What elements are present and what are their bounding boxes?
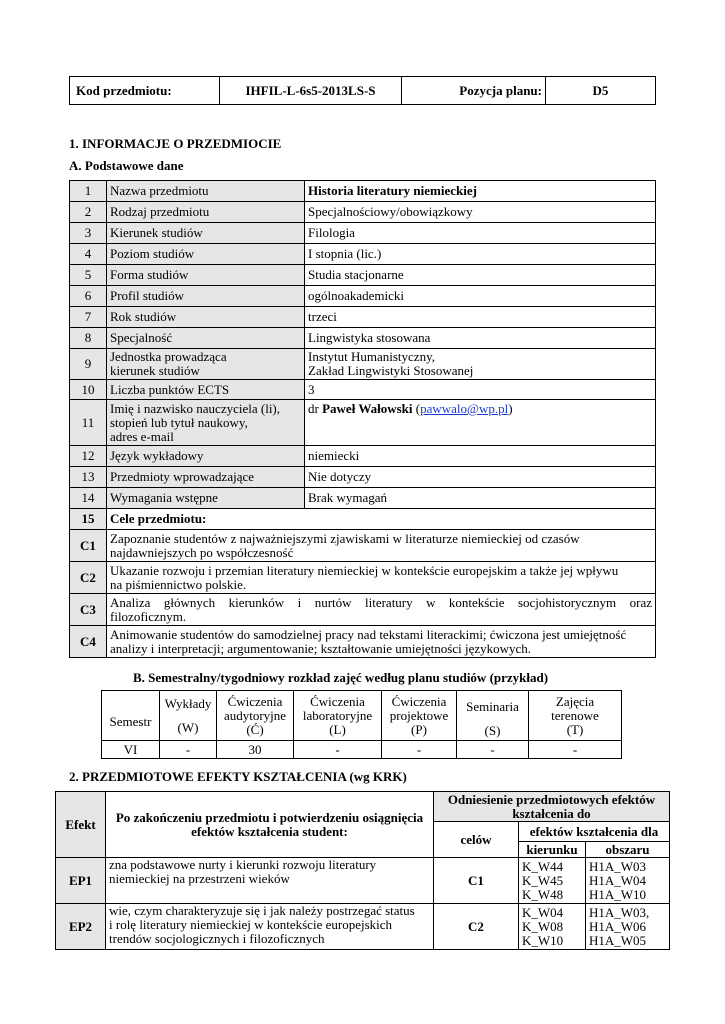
description-line: i rolę literatury niemieckiej w kontekście europejskich [109,917,393,932]
row-number: 8 [70,328,107,349]
code-line: K_W08 [522,918,564,934]
row-value: I stopnia (lic.) [305,244,656,265]
table-row [70,223,656,244]
value-line: Instytut Humanistyczny, [308,349,435,364]
row-number: 6 [70,286,107,307]
row-label: Rodzaj przedmiotu [107,202,305,223]
row-number: 5 [70,265,107,286]
goals-label: Cele przedmiotu: [107,509,656,530]
section1-subtitle: A. Podstawowe dane [69,158,184,173]
goal-code: C2 [70,562,107,594]
header-abbr: (W) [177,719,199,735]
goal-line: filozoficznym. [110,608,187,624]
goals-header-row [70,509,656,530]
header-text: projektowe [389,707,449,723]
header-line: Odniesienie przedmiotowych efektów [447,791,656,807]
header-efektow: efektów kształcenia dla [519,822,670,842]
header-abbr: (Ć) [246,721,264,737]
row-value: trzeci [305,307,656,328]
row-value [305,349,656,380]
description-line: zna podstawowe nurty i kierunki rozwoju literatury [109,857,377,872]
sectionB-title: B. Semestralny/tygodniowy rozkład zajęć według planu studiów (przykład) [133,670,549,685]
table-row [70,286,656,307]
code-line: H1A_W04 [589,872,647,888]
pozycja-value: D5 [546,77,656,105]
header-text: Seminaria [466,698,519,714]
goal-line: Zapoznanie studentów z najważniejszymi zjawiskami w literaturze niemieckiej od czasów [110,530,580,546]
header-text: Semestr [109,713,152,729]
header-text: Ćwiczenia [391,693,447,709]
outcome-description [106,858,434,904]
row-label: Język wykładowy [107,446,305,467]
table-row [70,328,656,349]
outcome-goal: C2 [434,904,519,950]
outcome-code: EP2 [56,904,106,950]
cell-terenowe: - [529,741,622,759]
goal-code: C4 [70,626,107,658]
row-number: 2 [70,202,107,223]
outcomes-header-row [56,792,670,822]
label-line: adres e-mail [110,428,174,444]
outcome-obszaru [586,858,670,904]
outcome-description [106,904,434,950]
row-value: ogólnoakademicki [305,286,656,307]
schedule-row [102,741,622,759]
header-odniesienie [434,792,670,822]
row-number: 14 [70,488,107,509]
kod-value: IHFIL-L-6s5-2013LS-S [220,77,402,105]
code-line: K_W44 [522,858,564,874]
section2-title: 2. PRZEDMIOTOWE EFEKTY KSZTAŁCENIA (wg KRK) [69,769,407,784]
goal-code: C1 [70,530,107,562]
row-value: niemiecki [305,446,656,467]
table-row [70,244,656,265]
table-row [70,307,656,328]
row-label: Specjalność [107,328,305,349]
header-abbr: (T) [566,721,584,737]
label-line: Jednostka prowadząca [110,349,227,364]
row-number: 7 [70,307,107,328]
code-line: H1A_W10 [589,886,647,902]
cell-semestr: VI [102,741,160,759]
cell-wyklady: - [160,741,217,759]
goal-row [70,594,656,626]
header-abbr: (L) [329,721,346,737]
header-text: terenowe [551,707,599,723]
row-number: 12 [70,446,107,467]
cell-seminaria: - [457,741,529,759]
table-row [70,400,656,446]
header-kierunku: kierunku [519,842,586,858]
description-line: trendów socjologicznych i filozoficznych [109,931,325,946]
pozycja-label: Pozycja planu: [402,77,546,105]
schedule-header-row [102,691,622,741]
row-number: 3 [70,223,107,244]
row-number: 13 [70,467,107,488]
cell-laboratoryjne: - [294,741,382,759]
outcome-row [56,858,670,904]
row-value: Brak wymagań [305,488,656,509]
row-label: Liczba punktów ECTS [107,380,305,400]
row-value: 3 [305,380,656,400]
code-line: H1A_W06 [589,918,647,934]
row-label: Profil studiów [107,286,305,307]
table-row [70,467,656,488]
goal-row [70,530,656,562]
outcome-kierunku [519,858,586,904]
row-number: 1 [70,181,107,202]
table-row [70,265,656,286]
table-row [70,446,656,467]
header-celow: celów [434,822,519,858]
row-number: 10 [70,380,107,400]
goal-line: na piśmiennictwo polskie. [110,576,247,592]
table-row [70,380,656,400]
table-row [70,349,656,380]
goal-code: C3 [70,594,107,626]
goal-line: Animowanie studentów do samodzielnej pracy nad tekstami literackimi; ćwiczona jest umiejętność [110,626,627,642]
code-line: K_W48 [522,886,564,902]
row-label: Rok studiów [107,307,305,328]
paren-open: ( [415,401,421,416]
outcomes-table [55,791,670,950]
header-text: Zajęcia [555,693,595,709]
header-zajecia-terenowe [529,691,622,741]
outcome-row [56,904,670,950]
table-row [70,181,656,202]
row-label: Przedmioty wprowadzające [107,467,305,488]
table-row [70,202,656,223]
code-line: H1A_W03, [589,904,650,920]
goal-text [107,562,656,594]
header-line: efektów kształcenia student: [191,823,348,839]
header-line: kształcenia do [512,805,591,821]
schedule-table [101,690,622,759]
code-line: K_W10 [522,932,564,948]
header-text: Ćwiczenia [227,693,283,709]
header-text: Wykłady [164,695,212,711]
row-value: Studia stacjonarne [305,265,656,286]
section1-title: 1. INFORMACJE O PRZEDMIOCIE [69,136,282,151]
basic-data-table [69,180,656,658]
kod-label: Kod przedmiotu: [70,77,220,105]
teacher-title: dr [308,401,319,416]
code-line: H1A_W03 [589,858,647,874]
goal-text [107,594,656,626]
goal-row [70,562,656,594]
row-value: Lingwistyka stosowana [305,328,656,349]
course-name: Historia literatury niemieckiej [305,181,656,202]
code-line: H1A_W05 [589,932,647,948]
cell-projektowe: - [382,741,457,759]
header-line: Po zakończeniu przedmiotu i potwierdzeniu osiągnięcia [115,809,424,825]
row-label [107,349,305,380]
table-row [70,488,656,509]
cell-audytoryjne: 30 [217,741,294,759]
header-seminaria [457,691,529,741]
goal-line: Analiza głównych kierunków i nurtów literatury w kontekście socjohistorycznym oraz [110,594,652,610]
goal-line: najdawniejszych po współczesność [110,544,294,560]
row-number: 15 [70,509,107,530]
row-number: 4 [70,244,107,265]
outcome-goal: C1 [434,858,519,904]
paren-close: ) [508,401,513,416]
header-cw-audytoryjne [217,691,294,741]
header-text: laboratoryjne [302,707,373,723]
value-line: Zakład Lingwistyki Stosowanej [308,363,474,378]
row-value: Specjalnościowy/obowiązkowy [305,202,656,223]
row-label: Kierunek studiów [107,223,305,244]
goal-text [107,626,656,658]
header-text: audytoryjne [223,707,287,723]
row-number: 9 [70,349,107,380]
row-value: Nie dotyczy [305,467,656,488]
description-line: niemieckiej na przestrzeni wieków [109,871,290,886]
header-abbr: (P) [411,721,427,737]
description-line: wie, czym charakteryzuje się i jak należy postrzegać status [109,903,415,918]
label-line: stopień lub tytuł naukowy, [110,414,248,430]
header-semestr [102,691,160,741]
goal-row [70,626,656,658]
code-line: K_W04 [522,904,564,920]
code-line: K_W45 [522,872,564,888]
outcome-kierunku [519,904,586,950]
goal-line: Ukazanie rozwoju i przemian literatury niemieckiej w kontekście europejskim a także jej wpływu [110,562,619,578]
header-text: Ćwiczenia [310,693,365,709]
row-value: Filologia [305,223,656,244]
teacher-value [305,400,656,446]
label-line: Imię i nazwisko nauczyciela (li), [110,400,281,416]
outcome-obszaru [586,904,670,950]
course-code-table [69,76,656,105]
goal-line: analizy i interpretacji; argumentowanie; kształtowanie umiejętności językowych. [110,640,532,656]
row-label: Nazwa przedmiotu [107,181,305,202]
row-label: Wymagania wstępne [107,488,305,509]
label-line: kierunek studiów [110,363,200,378]
email-link[interactable]: pawwalo@wp.pl [420,401,509,416]
header-cw-projektowe [382,691,457,741]
row-label: Forma studiów [107,265,305,286]
header-abbr: (S) [484,722,501,738]
goal-text [107,530,656,562]
outcome-code: EP1 [56,858,106,904]
row-label: Poziom studiów [107,244,305,265]
teacher-name: Paweł Wałowski [322,401,413,416]
header-wyklady [160,691,217,741]
header-cw-laboratoryjne [294,691,382,741]
row-number: 11 [70,400,107,446]
row-label [107,400,305,446]
header-efekt: Efekt [56,792,106,858]
header-po-zakonczeniu [106,792,434,858]
header-obszaru: obszaru [586,842,670,858]
